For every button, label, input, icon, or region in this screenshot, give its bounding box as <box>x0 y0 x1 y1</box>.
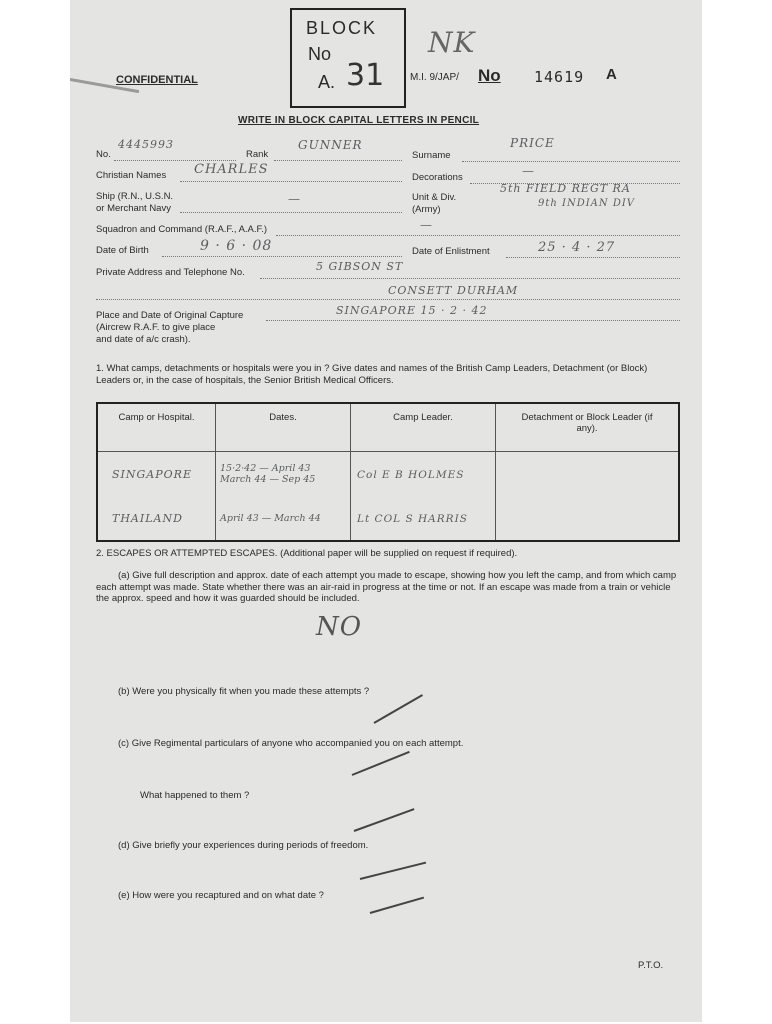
dob-label: Date of Birth <box>96 245 149 256</box>
dash-answer-d <box>360 862 426 880</box>
question-2-title: 2. ESCAPES OR ATTEMPTED ESCAPES. (Additional paper will be supplied on request if required). <box>96 548 518 559</box>
surname-label: Surname <box>412 150 451 161</box>
row1-dates-2: March 44 — Sep 45 <box>220 474 316 485</box>
pencil-instruction: WRITE IN BLOCK CAPITAL LETTERS IN PENCIL <box>238 115 480 126</box>
unit-value: 5th FIELD REGT RA <box>500 182 631 195</box>
unit-label-2: (Army) <box>412 204 441 215</box>
question-2b: (b) Were you physically fit when you made these attempts ? <box>118 686 370 697</box>
dob-value: 9 · 6 · 08 <box>200 238 273 254</box>
row1-dates: 15·2·42 — April 43 <box>220 463 311 474</box>
form-suffix: A <box>606 66 617 83</box>
capture-label-3: and date of a/c crash). <box>96 334 191 345</box>
dash-answer-e <box>370 897 424 914</box>
rank-label: Rank <box>246 149 269 160</box>
christian-value: CHARLES <box>194 162 269 177</box>
no-label: No. <box>96 149 111 160</box>
question-2c-followup: What happened to them ? <box>140 790 250 801</box>
rank-value: GUNNER <box>298 138 363 152</box>
dash-answer-c2 <box>354 808 415 832</box>
row2-camp: THAILAND <box>112 512 183 525</box>
table-row <box>97 452 679 497</box>
capture-value: SINGAPORE 15 · 2 · 42 <box>336 304 488 317</box>
col-dates: Dates. <box>216 403 351 452</box>
christian-label: Christian Names <box>96 170 167 181</box>
pto-label: P.T.O. <box>638 960 664 971</box>
question-2c: (c) Give Regimental particulars of anyone who accompanied you on each attempt. <box>118 738 464 749</box>
decorations-value: — <box>522 164 535 178</box>
form-number: 14619 <box>534 68 585 86</box>
row2-leader: Lt COL S HARRIS <box>357 513 468 525</box>
dash-answer-b <box>374 694 423 724</box>
block-number: 31 <box>346 58 385 93</box>
squadron-label: Squadron and Command (R.A.F., A.A.F.) <box>96 224 268 235</box>
address-label: Private Address and Telephone No. <box>96 267 245 278</box>
ship-label-2: or Merchant Navy <box>96 203 171 214</box>
block-title: BLOCK <box>306 18 378 38</box>
address-value: 5 GIBSON ST <box>316 260 404 273</box>
dash-answer-c <box>352 751 410 776</box>
surname-value: PRICE <box>510 136 555 150</box>
ship-label: Ship (R.N., U.S.N. <box>96 191 174 202</box>
address-value-2: CONSETT DURHAM <box>388 284 519 297</box>
table-row <box>97 496 679 541</box>
capture-label-2: (Aircrew R.A.F. to give place <box>96 322 216 333</box>
col-camp: Camp or Hospital. <box>97 403 216 452</box>
row2-dates: April 43 — March 44 <box>220 512 321 524</box>
margin-mark: NK <box>428 26 476 59</box>
form-sheet <box>70 0 702 1022</box>
block-letter: A. <box>318 72 336 92</box>
col-leader: Camp Leader. <box>351 403 496 452</box>
squadron-value: — <box>420 218 433 232</box>
confidential-label: CONFIDENTIAL <box>116 74 198 86</box>
row1-leader: Col E B HOLMES <box>357 469 465 481</box>
unit-value-2: 9th INDIAN DIV <box>538 198 636 209</box>
enlistment-label: Date of Enlistment <box>412 246 490 257</box>
mi9-ref: M.I. 9/JAP/ <box>410 72 459 83</box>
camps-table <box>96 402 680 542</box>
block-stamp <box>290 8 406 108</box>
no-value: 4445993 <box>118 138 174 151</box>
enlistment-value: 25 · 4 · 27 <box>538 240 616 255</box>
col-detachment: Detachment or Block Leader (if any). <box>496 403 680 452</box>
decorations-label: Decorations <box>412 172 463 183</box>
row1-camp: SINGAPORE <box>112 468 192 481</box>
capture-label: Place and Date of Original Capture <box>96 310 244 321</box>
ship-value: — <box>288 192 301 206</box>
question-2d: (d) Give briefly your experiences during periods of freedom. <box>118 840 369 851</box>
unit-label: Unit & Div. <box>412 192 457 203</box>
question-2a: (a) Give full description and approx. date of each attempt you made to escape, showing how you left the camp, and from which camp each attempt was made. State whether there was an air-raid in progress at the time or not. If an escape was made from a train or vehicle the approx. speed and how it was guarded should be included. <box>96 570 677 604</box>
number-symbol: No <box>478 66 501 85</box>
answer-2a: NO <box>316 612 363 642</box>
question-1: 1. What camps, detachments or hospitals were you in ? Give dates and names of the British Camp Leaders, Detachment (or Block) Leaders or, in the case of hospitals, the Senior British Medical Officers. <box>96 363 648 386</box>
block-no: No <box>308 44 332 64</box>
question-2e: (e) How were you recaptured and on what date ? <box>118 890 324 901</box>
